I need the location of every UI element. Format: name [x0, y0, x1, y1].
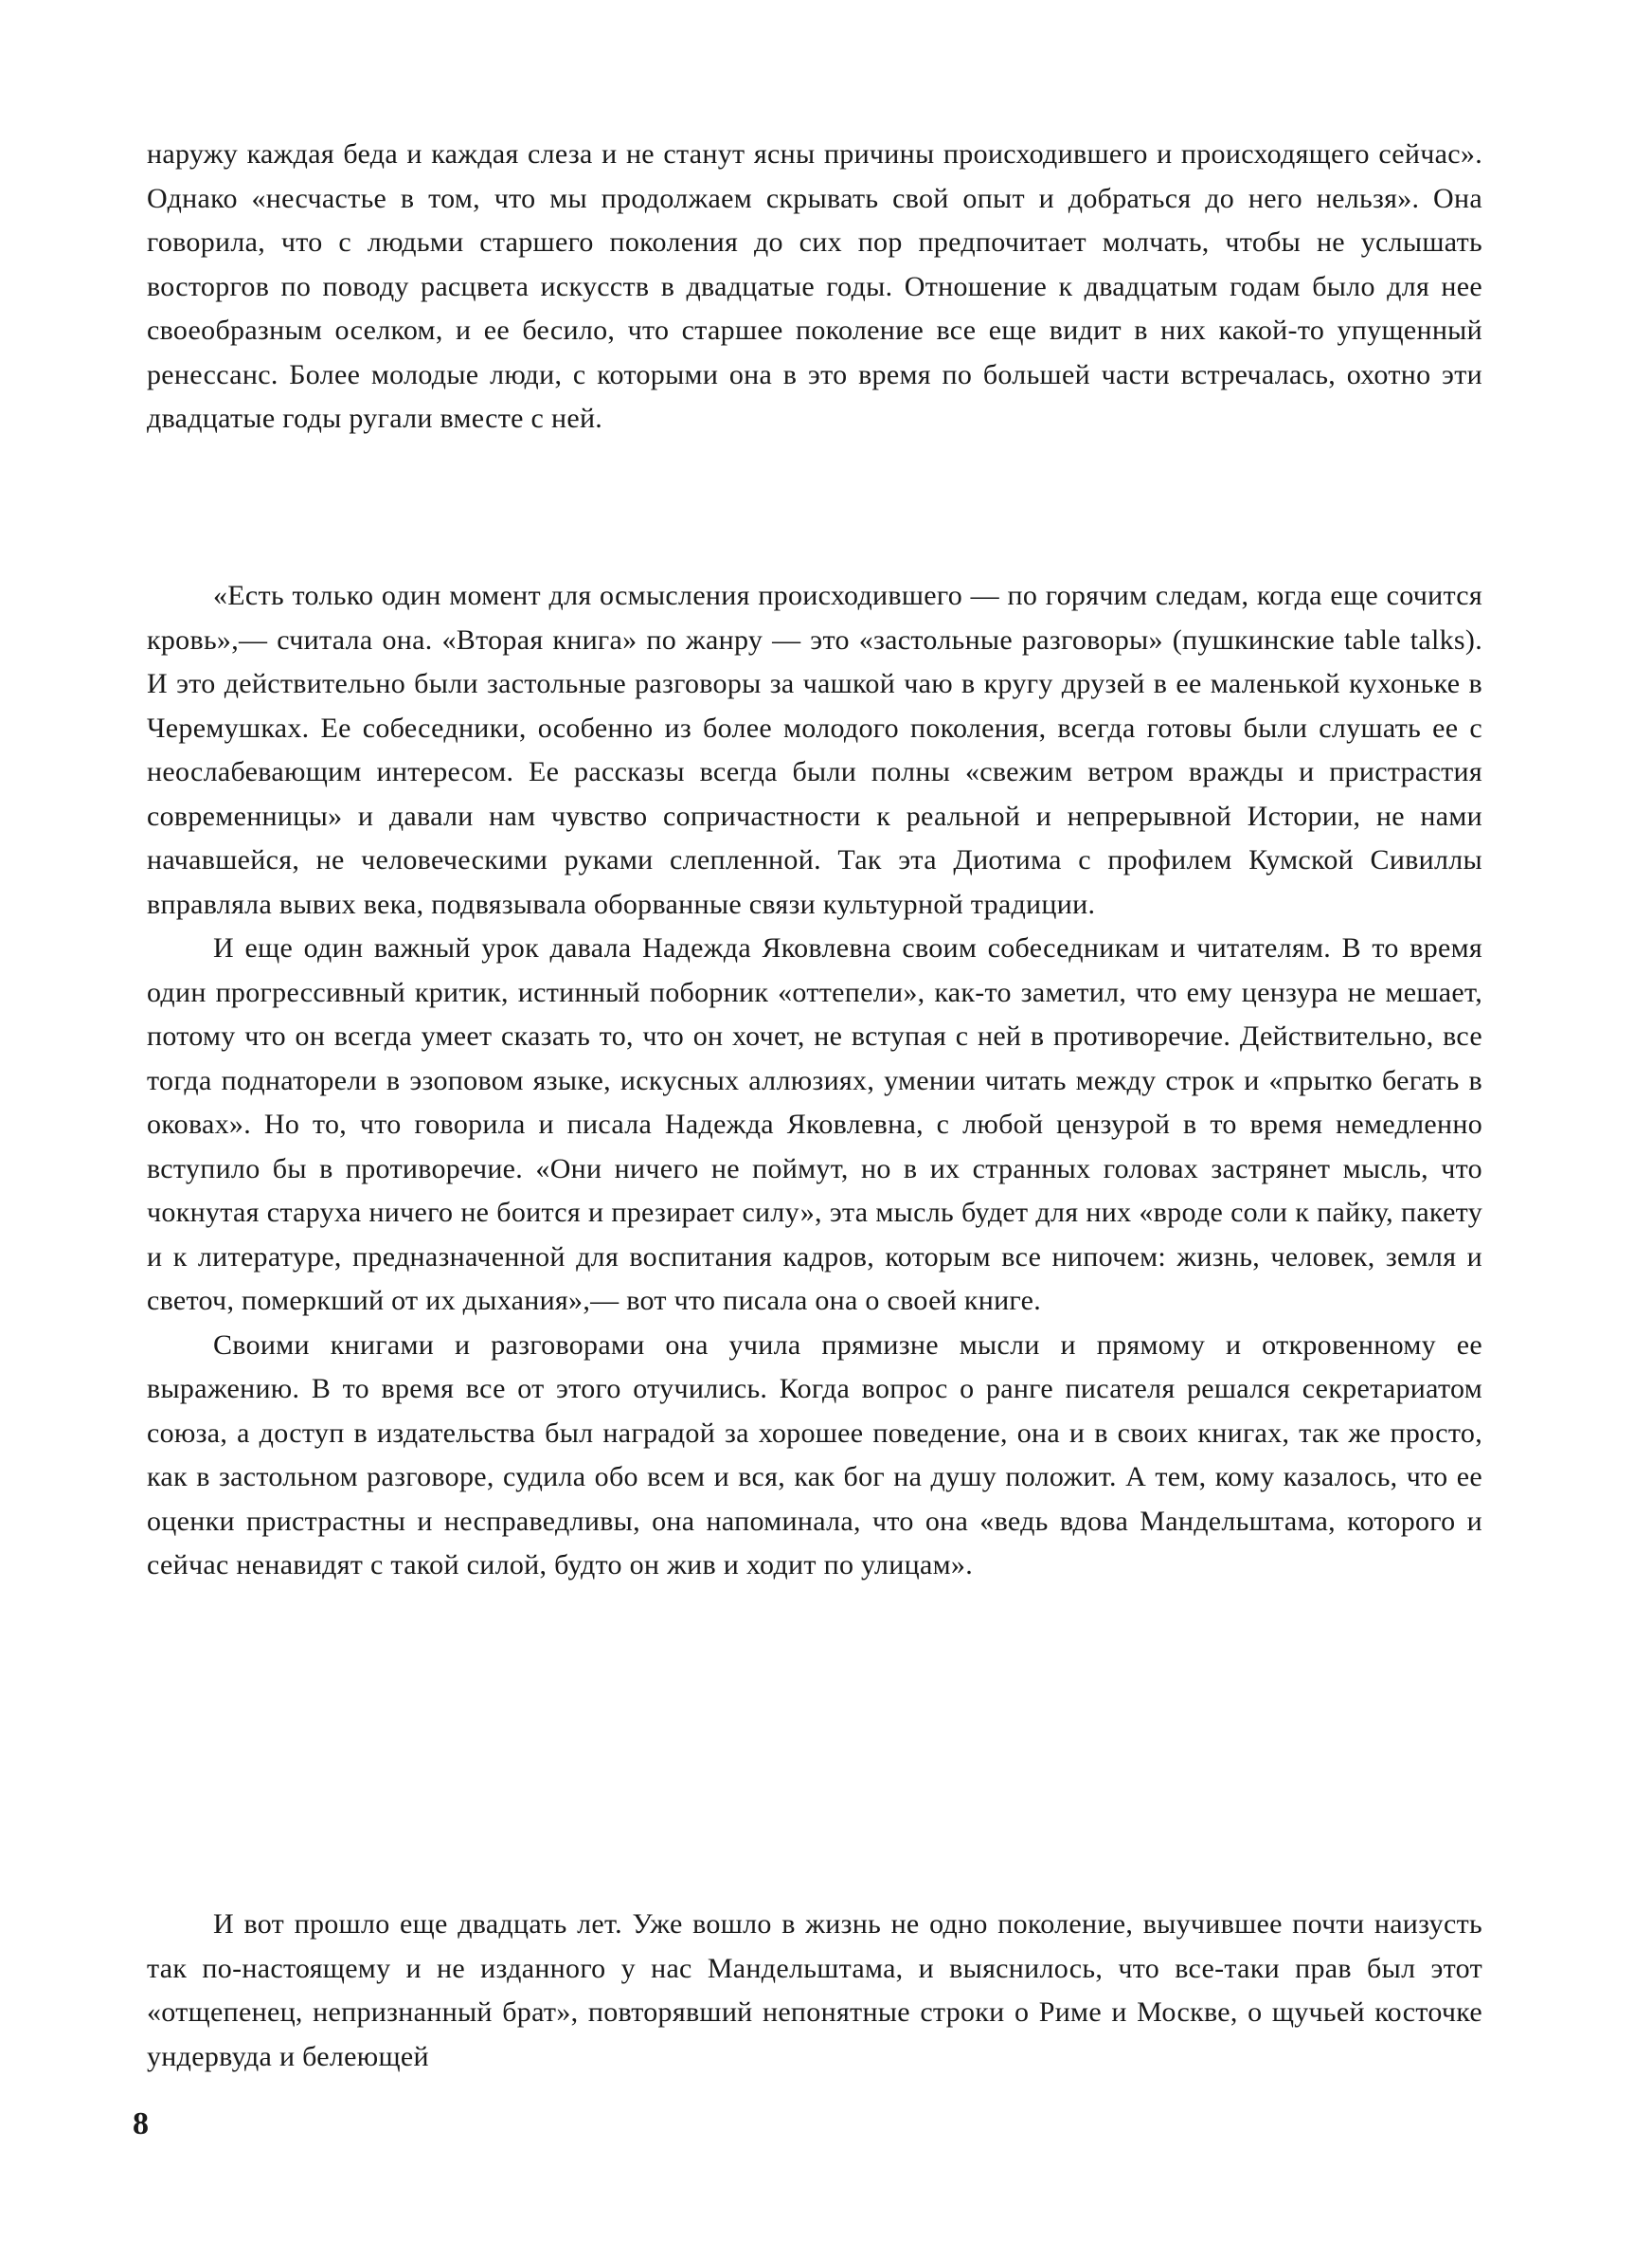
paragraph-1: наружу каждая беда и каждая слеза и не станут ясны причины происходившего и происходящего сейчас». Однако «несчастье в том, что мы продолжаем скрывать свой опыт и добраться до него нельзя». Она говорила, что с людьми старшего поколения до сих пор предпочитает молчать, чтобы не услышать восторгов по поводу расцвета искусств в двадцатые годы. Отношение к двадцатым годам было для нее своеобразным оселком, и ее бесило, что старшее поколение все еще видит в них какой-то упущенный ренессанс. Более молодые люди, с которыми она в это время по большей части встречалась, охотно эти двадцатые годы ругали вместе с ней. [147, 138, 1482, 434]
text-section-2 [147, 574, 1482, 1588]
paragraph-2: «Есть только один момент для осмысления происходившего — по горячим следам, когда еще сочится кровь»,— считала она. «Вторая книга» по жанру — это «застольные разговоры» (пушкинские table talks). И это действительно были застольные разговоры за чашкой чаю в кругу друзей в ее маленькой кухоньке в Черемушках. Ее собеседники, особенно из более молодого поколения, всегда готовы были слушать ее с неослабевающим интересом. Ее рассказы всегда были полны «свежим ветром вражды и пристрастия современницы» и давали нам чувство сопричастности к реальной и непрерывной Истории, не нами начавшейся, не человеческими руками слепленной. Так эта Диотима с профилем Кумской Сивиллы вправляла вывих века, подвязывала оборванные связи культурной традиции. [147, 580, 1482, 920]
paragraph-5: И вот прошло еще двадцать лет. Уже вошло в жизнь не одно поколение, выучившее почти наизусть так по-настоящему и не изданного у нас Мандельштама, и выяснилось, что все-таки прав был этот «отщепенец, непризнанный брат», повторявший непонятные строки о Риме и Москве, о щучьей косточке ундервуда и белеющей [147, 1908, 1482, 2072]
paragraph-3: И еще один важный урок давала Надежда Яковлевна своим собеседникам и читателям. В то время один прогрессивный критик, истинный поборник «оттепели», как-то заметил, что ему цензура не мешает, потому что он всегда умеет сказать то, что он хочет, не вступая с ней в противоречие. Действительно, все тогда поднаторели в эзоповом языке, искусных аллюзиях, умении читать между строк и «прытко бегать в оковах». Но то, что говорила и писала Надежда Яковлевна, с любой цензурой в то время немедленно вступило бы в противоречие. «Они ничего не поймут, но в их странных головах застрянет мысль, что чокнутая старуха ничего не боится и презирает силу», эта мысль будет для них «вроде соли к пайку, пакету и к литературе, предназначенной для воспитания кадров, которым все нипочем: жизнь, человек, земля и светоч, померкший от их дыхания»,— вот что писала она о своей книге. [147, 932, 1482, 1316]
page-number: 8 [133, 2106, 149, 2141]
text-section-1 [147, 133, 1482, 442]
paragraph-4: Своими книгами и разговорами она учила прямизне мысли и прямому и откровенному ее выражению. В то время все от этого отучились. Когда вопрос о ранге писателя решался секретариатом союза, а доступ в издательства был наградой за хорошее поведение, она и в своих книгах, так же просто, как в застольном разговоре, судила обо всем и вся, как бог на душу положит. А тем, кому казалось, что ее оценки пристрастны и несправедливы, она напоминала, что она «ведь вдова Мандельштама, которого и сейчас ненавидят с такой силой, будто он жив и ходит по улицам». [147, 1328, 1482, 1580]
text-section-3 [147, 1903, 1482, 2079]
